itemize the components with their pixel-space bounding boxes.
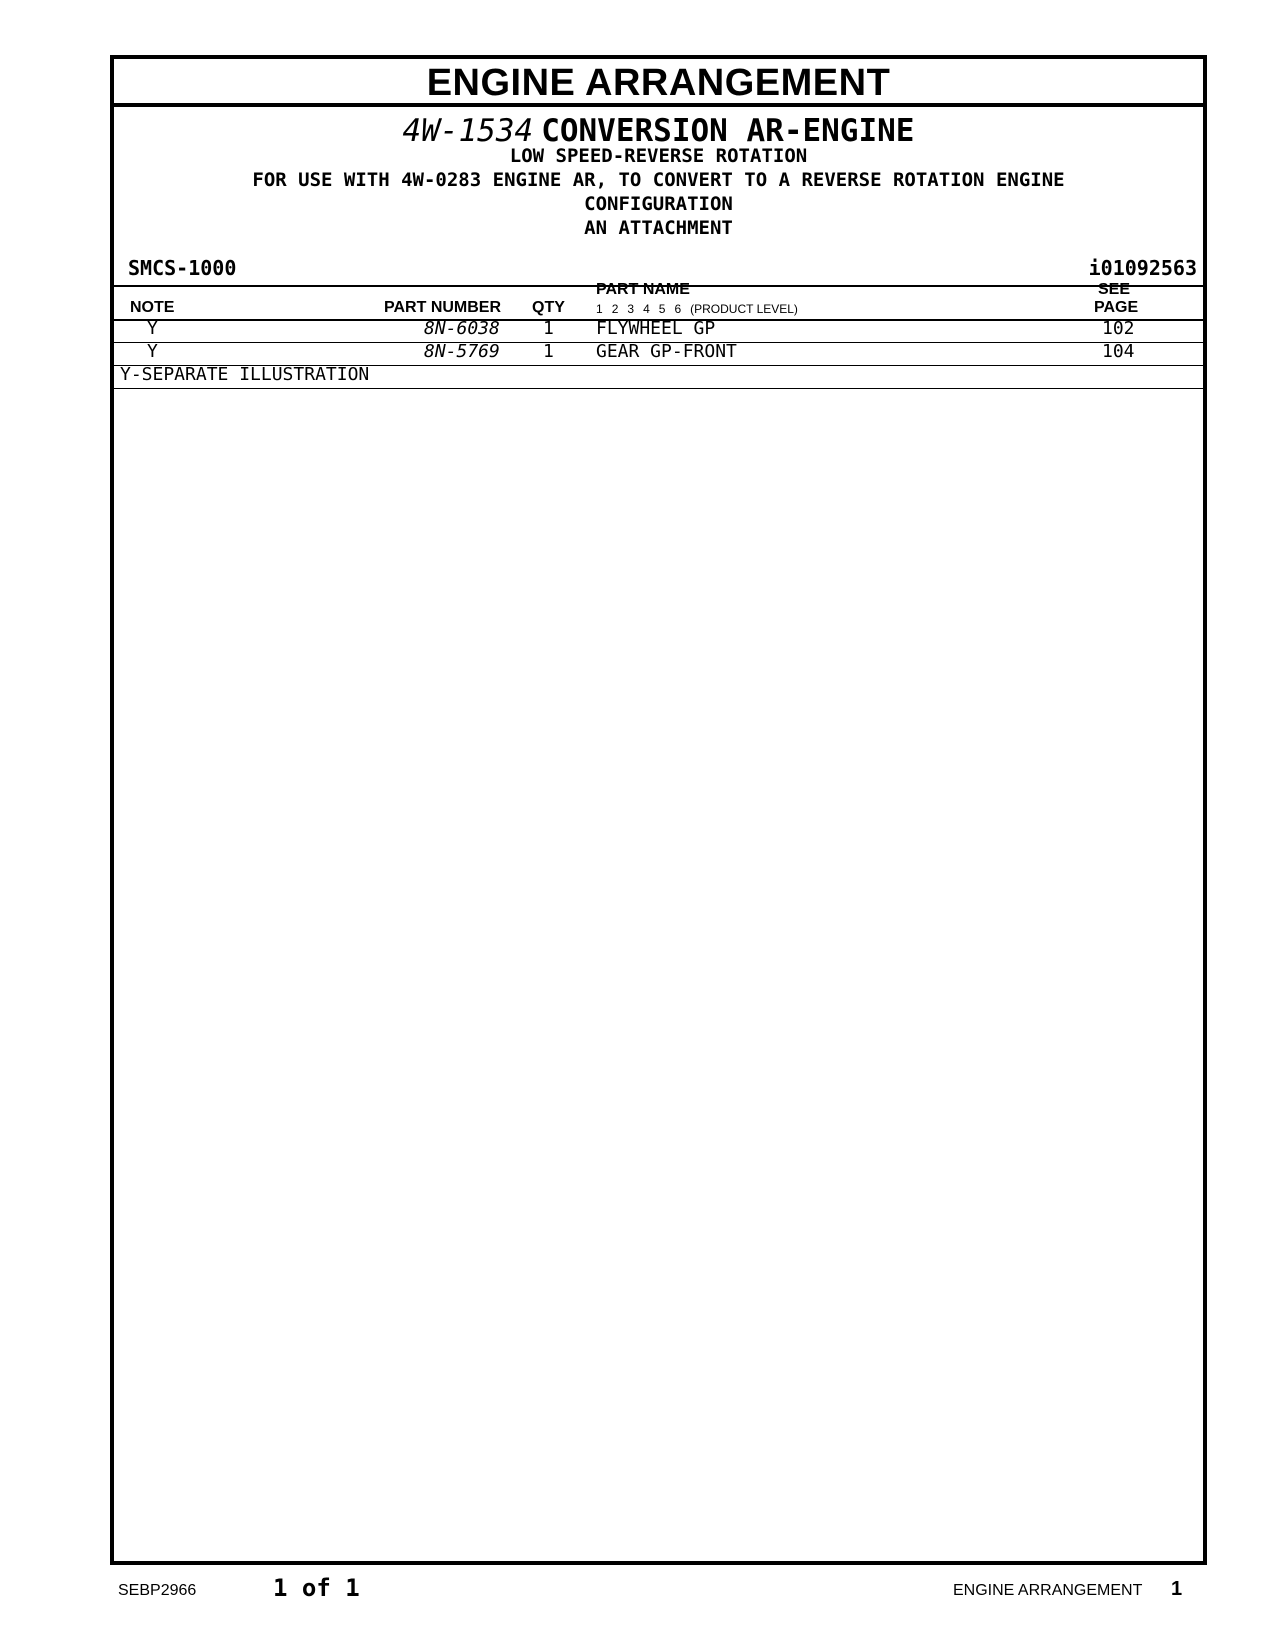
arrangement-number: 4W-1534 xyxy=(402,113,534,149)
row-2-part-name: GEAR GP-FRONT xyxy=(596,341,737,362)
row-2-part-number: 8N-5769 xyxy=(424,341,500,362)
document-ident: i01092563 xyxy=(1088,256,1197,280)
subtitle-line-2: FOR USE WITH 4W-0283 ENGINE AR, TO CONVERT TO A REVERSE ROTATION ENGINE xyxy=(252,169,1065,191)
page-frame xyxy=(110,55,1207,1565)
level-2: 2 xyxy=(611,302,619,316)
row-2-page: 104 xyxy=(1102,341,1135,362)
level-3: 3 xyxy=(627,302,635,316)
row-1-qty: 1 xyxy=(543,318,554,339)
footnote-rule xyxy=(114,388,1203,389)
row-1-part-number: 8N-6038 xyxy=(424,318,500,339)
level-4: 4 xyxy=(643,302,650,316)
col-qty-header: QTY xyxy=(532,299,565,316)
footnote: Y-SEPARATE ILLUSTRATION xyxy=(120,364,370,385)
product-level-scale xyxy=(596,302,807,316)
level-6: 6 xyxy=(674,302,682,316)
col-note-header: NOTE xyxy=(130,299,175,316)
col-part-name-header: PART NAME xyxy=(596,281,690,298)
footer-doc-id: SEBP2966 xyxy=(118,1582,197,1599)
row-1-note: Y xyxy=(147,318,158,339)
smcs-code: SMCS-1000 xyxy=(128,256,237,280)
row-2-qty: 1 xyxy=(543,341,554,362)
subtitle-line-4: AN ATTACHMENT xyxy=(584,217,733,239)
arrangement-title xyxy=(114,113,1203,149)
subtitle-line-3: CONFIGURATION xyxy=(584,193,733,215)
footer-page-number: 1 xyxy=(1171,1578,1183,1600)
level-1: 1 xyxy=(596,302,603,316)
col-see-header: SEE xyxy=(1098,281,1131,298)
col-page-header: PAGE xyxy=(1094,299,1139,316)
row-2-note: Y xyxy=(147,341,158,362)
row-1-page: 102 xyxy=(1102,318,1135,339)
col-part-number-header: PART NUMBER xyxy=(384,299,502,316)
level-5: 5 xyxy=(658,302,666,316)
arrangement-name: CONVERSION AR-ENGINE xyxy=(541,113,915,149)
product-level-label: (PRODUCT LEVEL) xyxy=(690,302,798,316)
footer-section: ENGINE ARRANGEMENT xyxy=(953,1582,1143,1599)
page-title: ENGINE ARRANGEMENT xyxy=(114,59,1203,107)
subtitle-line-1: LOW SPEED-REVERSE ROTATION xyxy=(509,145,808,167)
row-1-part-name: FLYWHEEL GP xyxy=(596,318,716,339)
footer-page-of: 1 of 1 xyxy=(273,1574,360,1602)
